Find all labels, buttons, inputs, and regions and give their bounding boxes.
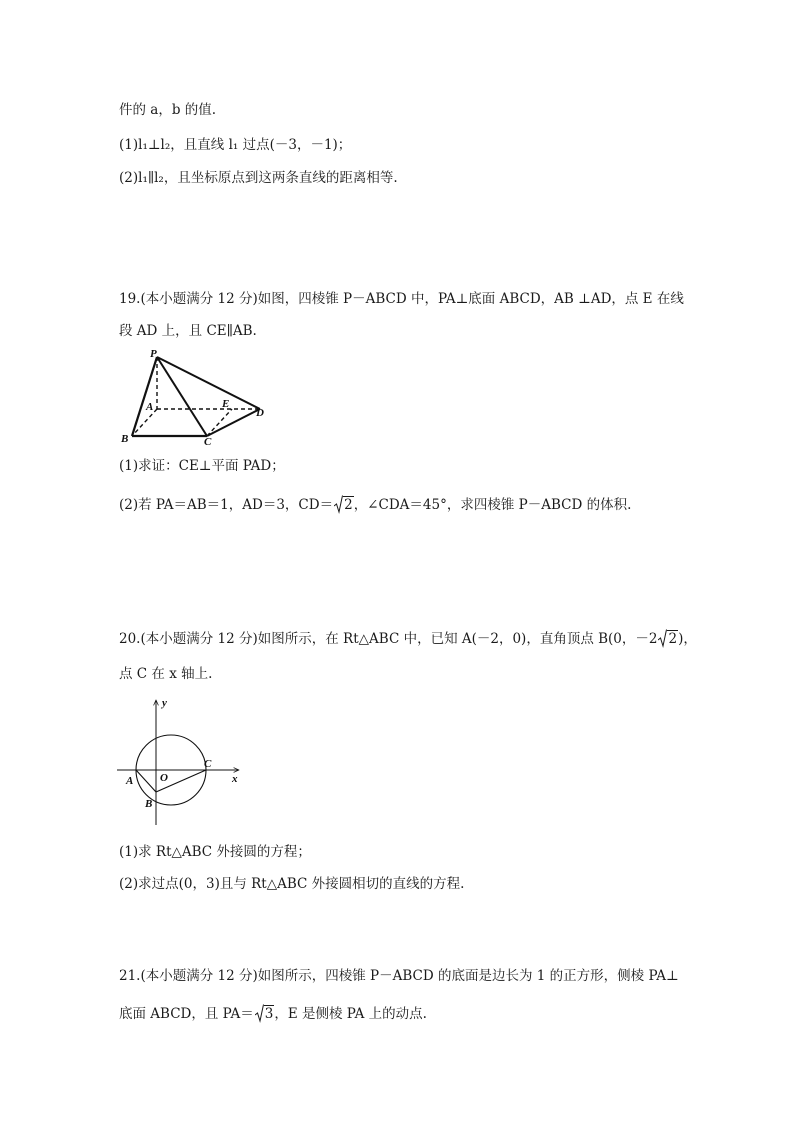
q18-part2: (2)l₁∥l₂，且坐标原点到这两条直线的距离相等.	[119, 170, 398, 186]
q20-part1: (1)求 Rt△ABC 外接圆的方程；	[119, 844, 311, 860]
label-x: x	[232, 773, 238, 785]
q21-line2-text-b: ，E 是侧棱 PA 上的动点.	[274, 1006, 427, 1022]
q20-part2: (2)求过点(0，3)且与 Rt△ABC 外接圆相切的直线的方程.	[119, 876, 465, 892]
q18-part1: (1)l₁⊥l₂，且直线 l₁ 过点(－3，－1)；	[119, 137, 352, 153]
q19-statement-line2: 段 AD 上，且 CE∥AB.	[119, 323, 257, 339]
label-A: A	[126, 775, 134, 787]
q20-line1-text-b: )，	[678, 631, 697, 647]
segment-AB	[136, 770, 156, 792]
q20-statement-line1	[119, 630, 697, 648]
q19-part1: (1)求证：CE⊥平面 PAD；	[119, 458, 285, 474]
q21-statement-line1: 21.(本小题满分 12 分)如图所示，四棱锥 P－ABCD 的底面是边长为 1 的正方形，侧棱 PA⊥	[119, 968, 679, 984]
q19-part2-text-b: ，∠CDA＝45°，求四棱锥 P－ABCD 的体积.	[353, 497, 632, 513]
sqrt-3: 3	[255, 1005, 275, 1023]
label-E: E	[222, 398, 230, 410]
q20-statement-line2: 点 C 在 x 轴上.	[119, 666, 213, 682]
edge-PB	[132, 357, 157, 436]
q21-statement-line2	[119, 1005, 427, 1023]
q20-line1-text-a: 20.(本小题满分 12 分)如图所示，在 Rt△ABC 中，已知 A(－2，0)，直角顶点 B(0，－2	[119, 631, 658, 647]
circle-figure	[115, 695, 250, 830]
sqrt-2: 2	[658, 630, 678, 648]
label-P: P	[150, 348, 157, 360]
pyramid-figure	[115, 346, 275, 446]
label-D: D	[256, 407, 264, 419]
q18-continuation: 件的 a，b 的值.	[119, 102, 217, 118]
q21-line2-text-a: 底面 ABCD，且 PA＝	[119, 1006, 254, 1022]
edge-CE	[207, 409, 232, 436]
q19-part2-text-a: (2)若 PA＝AB＝1，AD＝3，CD＝	[119, 497, 334, 513]
label-B: B	[121, 433, 129, 445]
label-y: y	[162, 697, 167, 709]
label-B: B	[145, 798, 153, 810]
edge-CD	[207, 409, 260, 436]
label-C: C	[204, 436, 212, 446]
q19-statement-line1: 19.(本小题满分 12 分)如图，四棱锥 P－ABCD 中，PA⊥底面 ABCD，AB ⊥AD，点 E 在线	[119, 291, 684, 307]
label-C: C	[204, 758, 212, 770]
label-O: O	[160, 772, 168, 784]
label-A: A	[146, 401, 154, 413]
sqrt-2: 2	[334, 496, 354, 514]
q19-part2	[119, 496, 631, 514]
